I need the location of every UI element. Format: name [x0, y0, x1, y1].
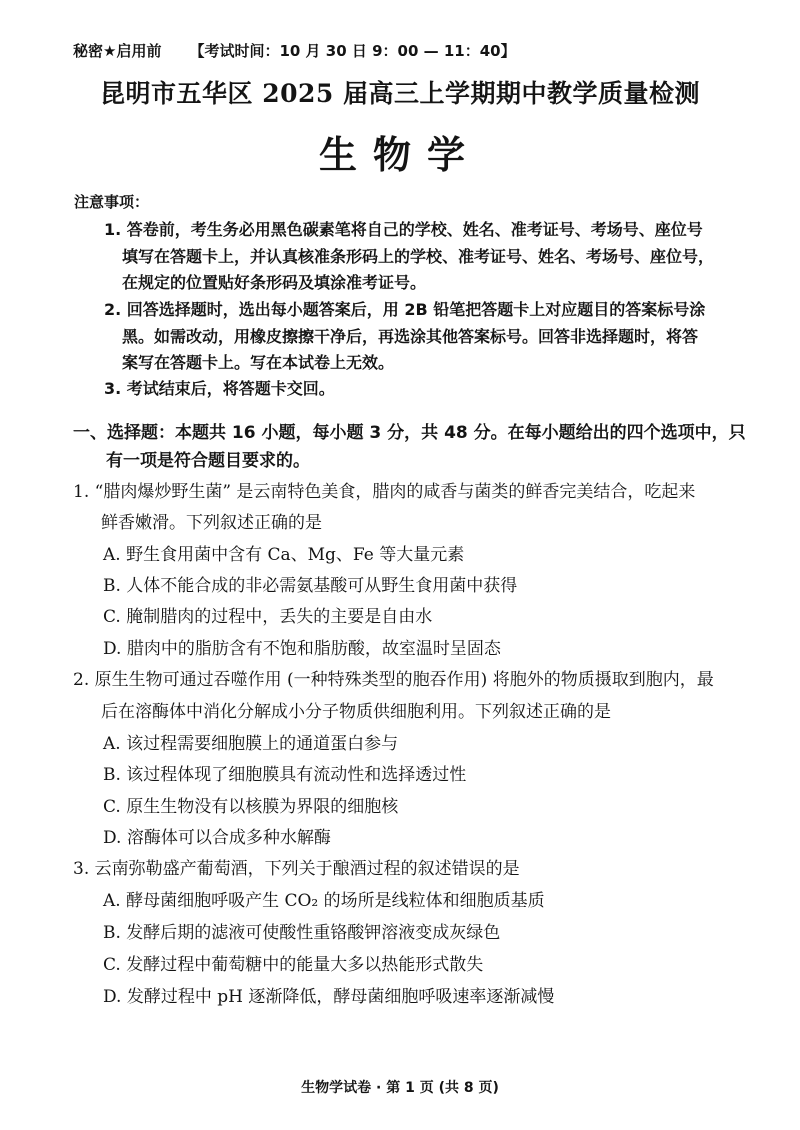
notes-heading: 注意事项：: [74, 193, 150, 211]
header-line: [73, 40, 516, 61]
note-line: 2. 回答选择题时，选出每小题答案后，用 2B 铅笔把答题卡上对应题目的答案标号涂: [104, 300, 706, 319]
option-b: B. 人体不能合成的非必需氨基酸可从野生食用菌中获得: [103, 576, 518, 596]
option-d: D. 发酵过程中 pH 逐渐降低，酵母菌细胞呼吸速率逐渐减慢: [103, 987, 555, 1007]
option-a: A. 该过程需要细胞膜上的通道蛋白参与: [103, 734, 399, 754]
option-a: A. 酵母菌细胞呼吸产生 CO₂ 的场所是线粒体和细胞质基质: [103, 891, 545, 911]
section-heading-cont: 有一项是符合题目要求的。: [106, 451, 310, 471]
subject-title: 生物学: [318, 132, 481, 177]
option-a: A. 野生食用菌中含有 Ca、Mg、Fe 等大量元素: [103, 545, 465, 565]
note-line: 3. 考试结束后，将答题卡交回。: [104, 379, 335, 398]
note-line: 案写在答题卡上。写在本试卷上无效。: [122, 353, 395, 372]
note-line: 填写在答题卡上，并认真核准条形码上的学校、准考证号、姓名、考场号、座位号，: [122, 247, 715, 266]
exam-time: 【考试时间：10 月 30 日 9：00 — 11：40】: [189, 42, 516, 60]
note-line: 在规定的位置贴好条形码及填涂准考证号。: [122, 273, 427, 292]
question-stem-cont: 鲜香嫩滑。下列叙述正确的是: [101, 513, 322, 533]
option-b: B. 该过程体现了细胞膜具有流动性和选择透过性: [103, 765, 467, 785]
exam-title: 昆明市五华区 2025 届高三上学期期中教学质量检测: [100, 79, 700, 108]
note-line: 黑。如需改动，用橡皮擦擦干净后，再选涂其他答案标号。回答非选择题时，将答: [122, 327, 699, 346]
page-footer: 生物学试卷 · 第 1 页 (共 8 页): [301, 1080, 499, 1096]
option-c: C. 原生生物没有以核膜为界限的细胞核: [103, 797, 399, 817]
note-line: 1. 答卷前，考生务必用黑色碳素笔将自己的学校、姓名、准考证号、考场号、座位号: [104, 220, 703, 239]
question-stem: 2. 原生生物可通过吞噬作用 (一种特殊类型的胞吞作用) 将胞外的物质摄取到胞内，最: [73, 670, 714, 690]
option-d: D. 腊肉中的脂肪含有不饱和脂肪酸，故室温时呈固态: [103, 639, 501, 659]
confidential-label: 秘密★启用前: [73, 42, 162, 60]
option-c: C. 发酵过程中葡萄糖中的能量大多以热能形式散失: [103, 955, 484, 975]
question-stem-cont: 后在溶酶体中消化分解成小分子物质供细胞利用。下列叙述正确的是: [101, 702, 611, 722]
section-heading: 一、选择题：本题共 16 小题，每小题 3 分，共 48 分。在每小题给出的四个选项中，只: [73, 423, 746, 443]
option-d: D. 溶酶体可以合成多种水解酶: [103, 828, 331, 848]
question-stem: 3. 云南弥勒盛产葡萄酒，下列关于酿酒过程的叙述错误的是: [73, 859, 520, 879]
option-b: B. 发酵后期的滤液可使酸性重铬酸钾溶液变成灰绿色: [103, 923, 501, 943]
option-c: C. 腌制腊肉的过程中，丢失的主要是自由水: [103, 607, 433, 627]
question-stem: 1. “腊肉爆炒野生菌” 是云南特色美食，腊肉的咸香与菌类的鲜香完美结合，吃起来: [73, 482, 696, 502]
